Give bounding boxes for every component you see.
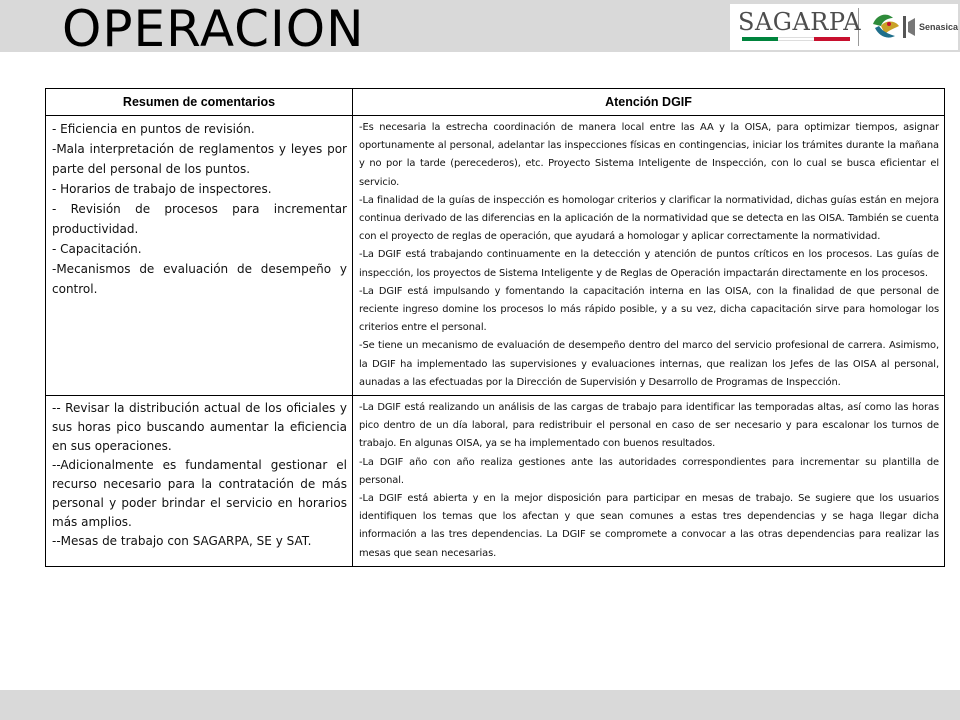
senasica-logo-text: Senasica <box>918 22 958 32</box>
page-title: OPERACION <box>62 0 365 58</box>
flag-stripes <box>742 37 850 41</box>
logo-strip <box>730 4 958 50</box>
sagarpa-logo <box>738 7 862 47</box>
summary-item: -- Revisar la distribución actual de los oficiales y sus horas pico buscando aumentar la eficiencia en sus operaciones. <box>52 401 347 454</box>
summary-item: - Horarios de trabajo de inspectores. <box>52 182 272 196</box>
attention-cell <box>353 116 945 396</box>
attention-item: -La DGIF está abierta y en la mejor disposición para participar en mesas de trabajo. Se sugiere que los usuarios identifiquen los temas que los afectan y que sean comunes a estas tres dependencias y se haga llegar dicha información a las tres dependencias. La DGIF se compromete a convocar a las otras dependencias para realizar las mesas que sean necesarias. <box>359 493 939 559</box>
summary-cell <box>46 116 353 396</box>
footer-bar <box>0 690 960 720</box>
column-header-summary: Resumen de comentarios <box>46 89 353 116</box>
summary-item: - Eficiencia en puntos de revisión. <box>52 122 255 136</box>
column-header-attention: Atención DGIF <box>353 89 945 116</box>
comments-table <box>45 88 945 567</box>
senasica-mark-icon <box>903 12 917 42</box>
flag-stripe-white <box>778 37 814 41</box>
senasica-emblem-icon <box>869 10 903 44</box>
sagarpa-logo-text: SAGARPA <box>738 8 862 36</box>
senasica-logo <box>869 10 958 44</box>
table-row <box>46 116 945 396</box>
summary-item: - Revisión de procesos para incrementar productividad. <box>52 202 347 236</box>
flag-stripe-green <box>742 37 778 41</box>
attention-item: -La DGIF está trabajando continuamente en la detección y atención de puntos críticos en los procesos. Las guías de inspección, los proyectos de Sistema Inteligente y de Reglas de Operación impactarán directamente en los procesos. <box>359 249 939 279</box>
summary-item: -Mecanismos de evaluación de desempeño y control. <box>52 262 347 296</box>
summary-item: --Mesas de trabajo con SAGARPA, SE y SAT. <box>52 534 312 549</box>
summary-item: - Capacitación. <box>52 242 142 256</box>
summary-item: --Adicionalmente es fundamental gestionar el recurso necesario para la contratación de más personal y poder brindar el servicio en horarios más amplios. <box>52 458 347 530</box>
summary-item: -Mala interpretación de reglamentos y leyes por parte del personal de los puntos. <box>52 142 347 176</box>
attention-item: -La DGIF está realizando un análisis de las cargas de trabajo para identificar las temporadas altas, así como las horas pico dentro de un día laboral, para redistribuir el personal en caso de ser necesario y para escalonar los turnos de trabajo. En algunas OISA, ya se ha implementado con buenos resultados. <box>359 402 939 450</box>
table-row <box>46 396 945 567</box>
attention-item: -La DGIF está impulsando y fomentando la capacitación interna en las OISA, con la finalidad de que personal de reciente ingreso domine los procesos lo más rápido posible, y a su vez, dicha capacitación sirve para homologar los criterios entre el personal. <box>359 285 939 334</box>
summary-cell <box>46 396 353 567</box>
attention-item: -La finalidad de la guías de inspección es homologar criterios y clarificar la normatividad, dichas guías están en mejora continua derivado de las diferencias en la aplicación de la normatividad que se detecta en las OISA. También se cuenta con el proyecto de reglas de operación, que ayudará a homologar y aplicar correctamente la normatividad. <box>359 194 939 243</box>
attention-cell <box>353 396 945 567</box>
flag-stripe-red <box>814 37 850 41</box>
attention-item: -Se tiene un mecanismo de evaluación de desempeño dentro del marco del servicio profesional de carrera. Asimismo, la DGIF ha implementado las supervisiones y evaluaciones internas, que realizan los Jefes de las OISA al personal, aunadas a las efectuadas por la Dirección de Supervisión y Desarrollo de Programas de Inspección. <box>359 340 939 388</box>
attention-item: -Es necesaria la estrecha coordinación de manera local entre las AA y la OISA, para optimizar tiempos, asignar oportunamente al personal, adelantar las inspecciones físicas en contingencias, iniciar los trámites durante la mañana y no por la tarde (perecederos), etc. Proyecto Sistema Inteligente de Inspección, con lo cual se busca eficientar el servicio. <box>359 122 939 188</box>
table-header-row <box>46 89 945 116</box>
attention-item: -La DGIF año con año realiza gestiones ante las autoridades correspondientes para incrementar su plantilla de personal. <box>359 456 939 486</box>
